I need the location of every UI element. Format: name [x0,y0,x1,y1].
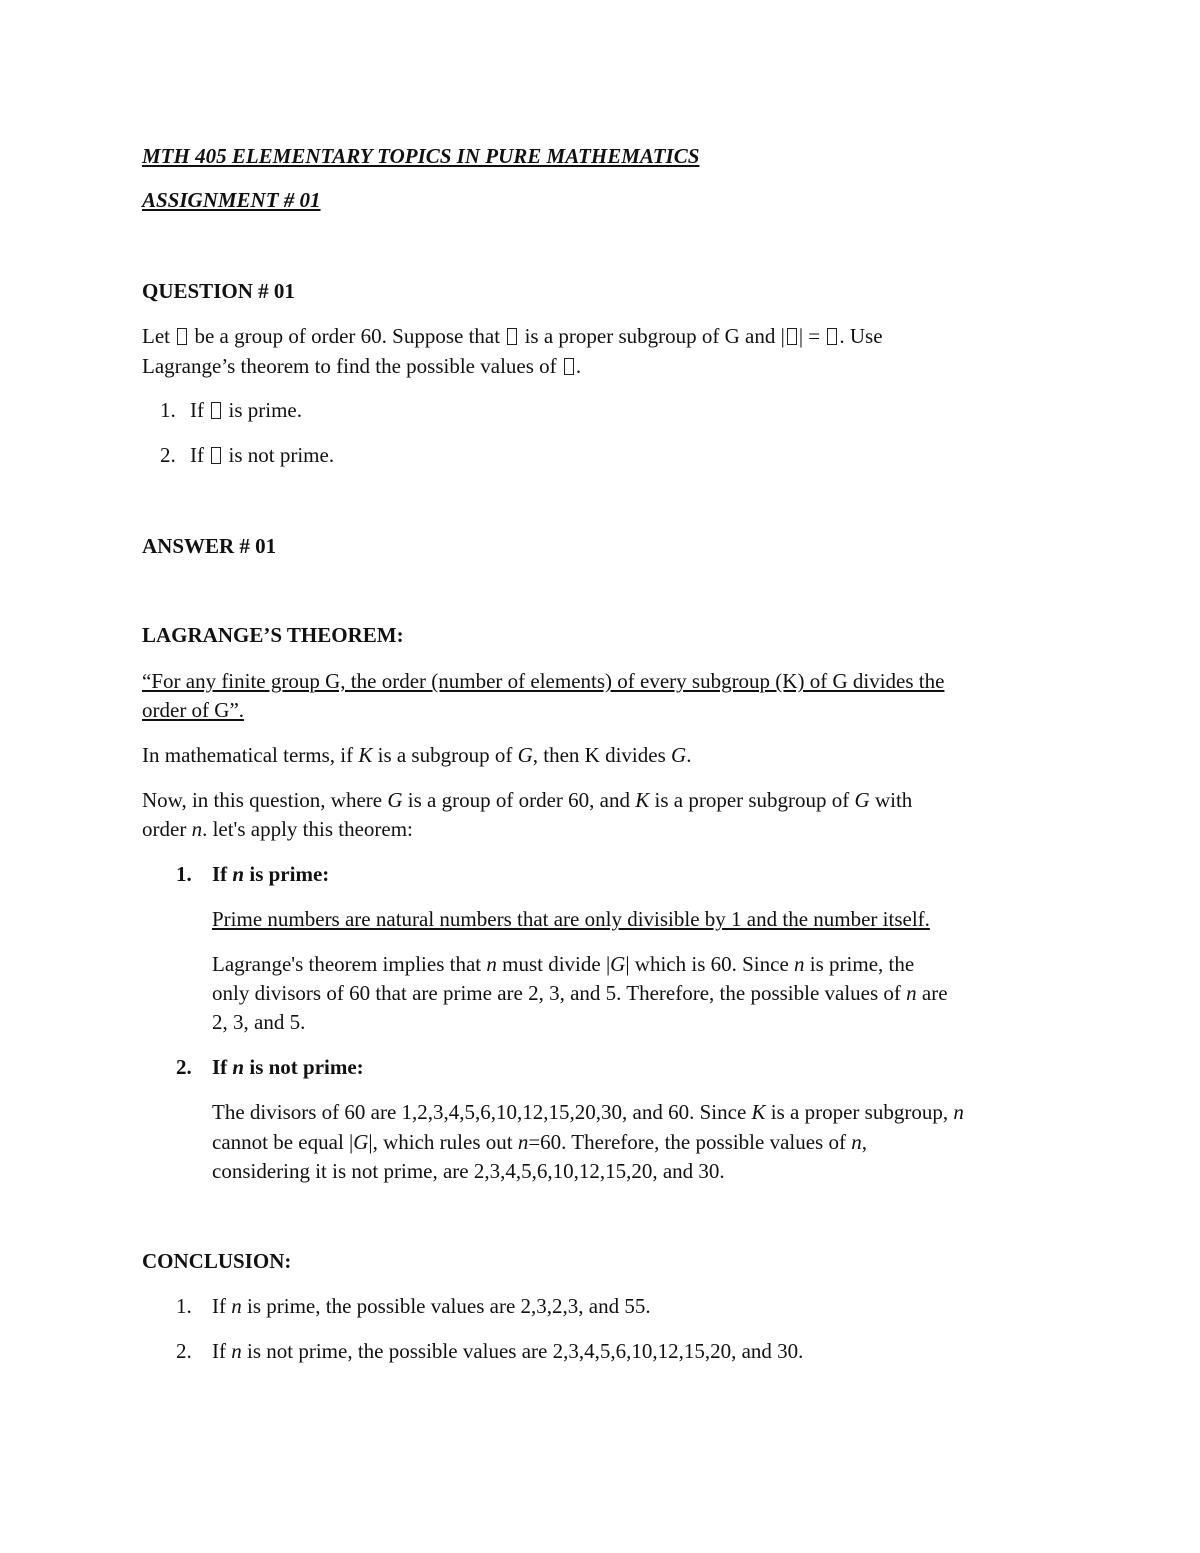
text: If [190,443,210,467]
text: If [212,1339,232,1363]
text: is not prime: [244,1055,364,1079]
var-k: K [751,1100,766,1124]
text: must divide | [496,952,611,976]
text: . [575,354,582,378]
var-n: n [486,952,497,976]
text: If [212,862,233,886]
text: | which is 60. Since [625,952,795,976]
text: |, which rules out [368,1130,518,1154]
case-2-heading [176,1053,364,1082]
text: If [212,1294,232,1318]
question-item-1 [160,396,302,425]
text: is prime: [244,862,330,886]
text: . let's apply this theorem: [202,817,413,841]
var-n: n [517,1130,529,1154]
text: with [869,788,913,812]
text: is a proper subgroup of G and | [519,324,785,348]
case-2-paragraph-line-3: considering it is not prime, are 2,3,4,5,6,10,12,15,20, and 30. [212,1159,725,1183]
text: are [916,981,948,1005]
text: order [142,817,192,841]
question-line-1 [142,322,883,351]
case-1-paragraph-line-2 [212,979,948,1008]
text: If [212,1055,233,1079]
question-item-2 [160,441,334,470]
var-n: n [232,862,245,886]
text: be a group of order 60. Suppose that [189,324,506,348]
var-k: K [358,743,373,767]
list-number: 2. [160,443,176,467]
case-1-paragraph-line-1 [212,950,914,979]
assignment-number: ASSIGNMENT # 01 [142,188,321,212]
answer-heading: ANSWER # 01 [142,534,277,558]
text: . Use [839,324,883,348]
list-number: 1. [176,862,192,886]
var-g: G [854,788,870,812]
text: Lagrange's theorem implies that [212,952,487,976]
list-number: 1. [176,1294,192,1318]
var-k: K [635,788,650,812]
missing-glyph-icon [211,447,221,464]
math-terms-paragraph [142,741,691,770]
case-1-heading [176,860,329,889]
var-n: n [851,1130,862,1154]
theorem-quote-line-2: order of G”. [142,698,245,722]
text: is not prime. [223,443,335,467]
text: Now, in this question, where [142,788,388,812]
text: Lagrange’s theorem to find the possible values of [142,354,562,378]
text: . [686,743,692,767]
text: only divisors of 60 that are prime are 2, 3, and 5. Therefore, the possible values of [212,981,907,1005]
case-2-paragraph-line-1 [212,1098,964,1127]
list-number: 2. [176,1339,192,1363]
text: is a subgroup of [372,743,518,767]
theorem-quote-line-1: “For any finite group G, the order (number of elements) of every subgroup (K) of G divides the [142,669,945,693]
text: is a group of order 60, and [402,788,636,812]
conclusion-item-1 [176,1292,651,1321]
missing-glyph-icon [827,328,837,345]
question-line-2 [142,352,581,381]
text: is prime, the [804,952,915,976]
missing-glyph-icon [787,328,797,345]
missing-glyph-icon [177,328,187,345]
var-n: n [906,981,917,1005]
case-1-paragraph-line-3: 2, 3, and 5. [212,1010,306,1034]
var-n: n [232,1055,245,1079]
list-number: 2. [176,1055,192,1079]
var-g: G [387,788,403,812]
text: In mathematical terms, if [142,743,359,767]
conclusion-item-2 [176,1337,803,1366]
missing-glyph-icon [564,358,574,375]
conclusion-heading: CONCLUSION: [142,1249,292,1273]
missing-glyph-icon [211,402,221,419]
course-title: MTH 405 ELEMENTARY TOPICS IN PURE MATHEMATICS [142,144,700,168]
var-n: n [953,1100,964,1124]
case-2-paragraph-line-2 [212,1128,867,1157]
question-heading: QUESTION # 01 [142,279,295,303]
var-n: n [794,952,805,976]
var-n: n [231,1294,242,1318]
now-paragraph-line-1 [142,786,912,815]
text: is prime, the possible values are 2,3,2,3, and 55. [241,1294,651,1318]
text: The divisors of 60 are 1,2,3,4,5,6,10,12,15,20,30, and 60. Since [212,1100,752,1124]
text: | = [798,324,826,348]
text: is a proper subgroup, [765,1100,954,1124]
var-n: n [231,1339,242,1363]
var-g: G [610,952,626,976]
text: =60. Therefore, the possible values of [528,1130,852,1154]
var-g: G [671,743,687,767]
var-g: G [353,1130,369,1154]
text: cannot be equal | [212,1130,354,1154]
text: is a proper subgroup of [649,788,855,812]
prime-definition: Prime numbers are natural numbers that are only divisible by 1 and the number itself. [212,907,930,931]
text: , then K divides [532,743,672,767]
now-paragraph-line-2 [142,815,413,844]
text: is prime. [223,398,302,422]
var-g: G [517,743,533,767]
text: , [861,1130,867,1154]
missing-glyph-icon [507,328,517,345]
text: If [190,398,210,422]
text: Let [142,324,176,348]
theorem-heading: LAGRANGE’S THEOREM: [142,623,404,647]
list-number: 1. [160,398,176,422]
text: is not prime, the possible values are 2,3,4,5,6,10,12,15,20, and 30. [241,1339,804,1363]
var-n: n [191,817,203,841]
